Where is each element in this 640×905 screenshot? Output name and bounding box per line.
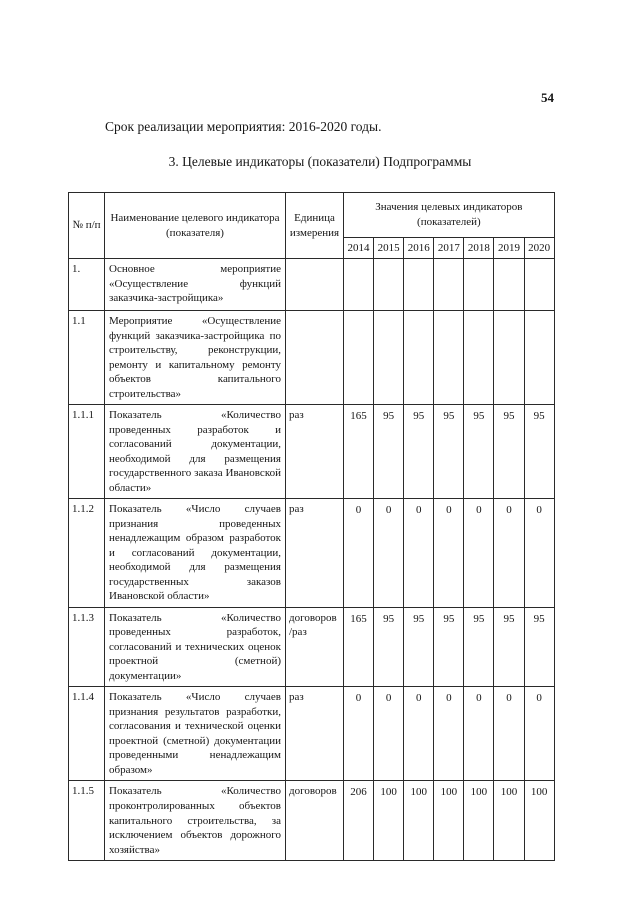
row-unit: договоров /раз	[286, 607, 344, 687]
row-name: Мероприятие «Осуществление функций заказчика-застройщика по строительству, реконструкции, ремонту и капитальному ремонту объектов капитального строительства»	[105, 311, 286, 405]
table-row	[69, 405, 555, 499]
row-value: 0	[344, 499, 374, 608]
row-num: 1.	[69, 259, 105, 311]
table-row	[69, 499, 555, 608]
row-unit: раз	[286, 405, 344, 499]
row-name: Основное мероприятие «Осуществление функций заказчика-застройщика»	[105, 259, 286, 311]
row-value: 100	[374, 781, 404, 861]
table-header	[69, 193, 555, 259]
row-name: Показатель «Количество проведенных разработок, согласований и технических оценок проектной (сметной) документации»	[105, 607, 286, 687]
row-value: 95	[494, 607, 524, 687]
table-row	[69, 311, 555, 405]
row-value: 95	[494, 405, 524, 499]
row-value: 100	[404, 781, 434, 861]
col-header-year: 2020	[524, 238, 554, 259]
row-value: 95	[374, 405, 404, 499]
row-value: 206	[344, 781, 374, 861]
row-name: Показатель «Число случаев признания результатов разработки, согласования и технической оценки проектной (сметной) документации проведенными ненадлежащим образом»	[105, 687, 286, 781]
row-value: 100	[464, 781, 494, 861]
row-value: 0	[434, 687, 464, 781]
row-unit: раз	[286, 687, 344, 781]
table-body	[69, 259, 555, 861]
indicators-table	[68, 192, 555, 861]
col-header-year: 2019	[494, 238, 524, 259]
row-value: 95	[464, 607, 494, 687]
row-value: 95	[434, 607, 464, 687]
row-unit: раз	[286, 499, 344, 608]
row-value: 165	[344, 607, 374, 687]
indicators-table-container	[68, 192, 554, 861]
row-value: 100	[524, 781, 554, 861]
row-value	[404, 259, 434, 311]
row-num: 1.1.4	[69, 687, 105, 781]
implementation-period-text: Срок реализации мероприятия: 2016-2020 годы.	[105, 119, 382, 134]
row-value	[374, 259, 404, 311]
row-value: 0	[404, 499, 434, 608]
row-num: 1.1.1	[69, 405, 105, 499]
row-num: 1.1.3	[69, 607, 105, 687]
col-header-values-group: Значения целевых индикаторов (показателей)	[344, 193, 555, 238]
row-value: 165	[344, 405, 374, 499]
row-value	[524, 311, 554, 405]
col-header-name: Наименование целевого индикатора (показателя)	[105, 193, 286, 259]
row-value: 0	[494, 687, 524, 781]
row-value: 95	[524, 607, 554, 687]
row-value: 0	[524, 499, 554, 608]
row-value: 0	[374, 687, 404, 781]
col-header-year: 2014	[344, 238, 374, 259]
row-value: 0	[464, 687, 494, 781]
row-num: 1.1	[69, 311, 105, 405]
col-header-year: 2017	[434, 238, 464, 259]
table-row	[69, 781, 555, 861]
row-value: 95	[524, 405, 554, 499]
row-value	[434, 311, 464, 405]
col-header-year: 2016	[404, 238, 434, 259]
row-name: Показатель «Количество проконтролированных объектов капитального строительства, за исключением объектов дорожного хозяйства»	[105, 781, 286, 861]
table-row	[69, 259, 555, 311]
section-heading: 3. Целевые индикаторы (показатели) Подпрограммы	[168, 154, 472, 169]
row-value: 95	[374, 607, 404, 687]
row-unit	[286, 311, 344, 405]
table-row	[69, 687, 555, 781]
row-value: 95	[434, 405, 464, 499]
row-value: 0	[344, 687, 374, 781]
row-value	[344, 259, 374, 311]
row-value	[434, 259, 464, 311]
row-value: 100	[434, 781, 464, 861]
row-unit: договоров	[286, 781, 344, 861]
col-header-unit: Единица измерения	[286, 193, 344, 259]
row-value	[374, 311, 404, 405]
row-value: 0	[434, 499, 464, 608]
row-value: 0	[524, 687, 554, 781]
col-header-year: 2018	[464, 238, 494, 259]
row-num: 1.1.5	[69, 781, 105, 861]
row-value: 0	[464, 499, 494, 608]
row-value	[524, 259, 554, 311]
row-unit	[286, 259, 344, 311]
table-row	[69, 607, 555, 687]
col-header-num: № п/п	[69, 193, 105, 259]
row-value	[494, 311, 524, 405]
col-header-year: 2015	[374, 238, 404, 259]
row-value: 95	[404, 607, 434, 687]
row-num: 1.1.2	[69, 499, 105, 608]
row-name: Показатель «Число случаев признания проведенных ненадлежащим образом разработок и согласований документации, необходимой для размещения государственных заказов Ивановской области»	[105, 499, 286, 608]
row-value	[464, 259, 494, 311]
row-value	[344, 311, 374, 405]
page-number: 54	[541, 90, 554, 105]
row-value	[494, 259, 524, 311]
row-name: Показатель «Количество проведенных разработок и согласований документации, необходимой для размещения государственного заказа Ивановской области»	[105, 405, 286, 499]
row-value: 100	[494, 781, 524, 861]
row-value: 95	[464, 405, 494, 499]
row-value: 0	[494, 499, 524, 608]
row-value: 0	[404, 687, 434, 781]
row-value	[464, 311, 494, 405]
row-value: 0	[374, 499, 404, 608]
row-value	[404, 311, 434, 405]
row-value: 95	[404, 405, 434, 499]
